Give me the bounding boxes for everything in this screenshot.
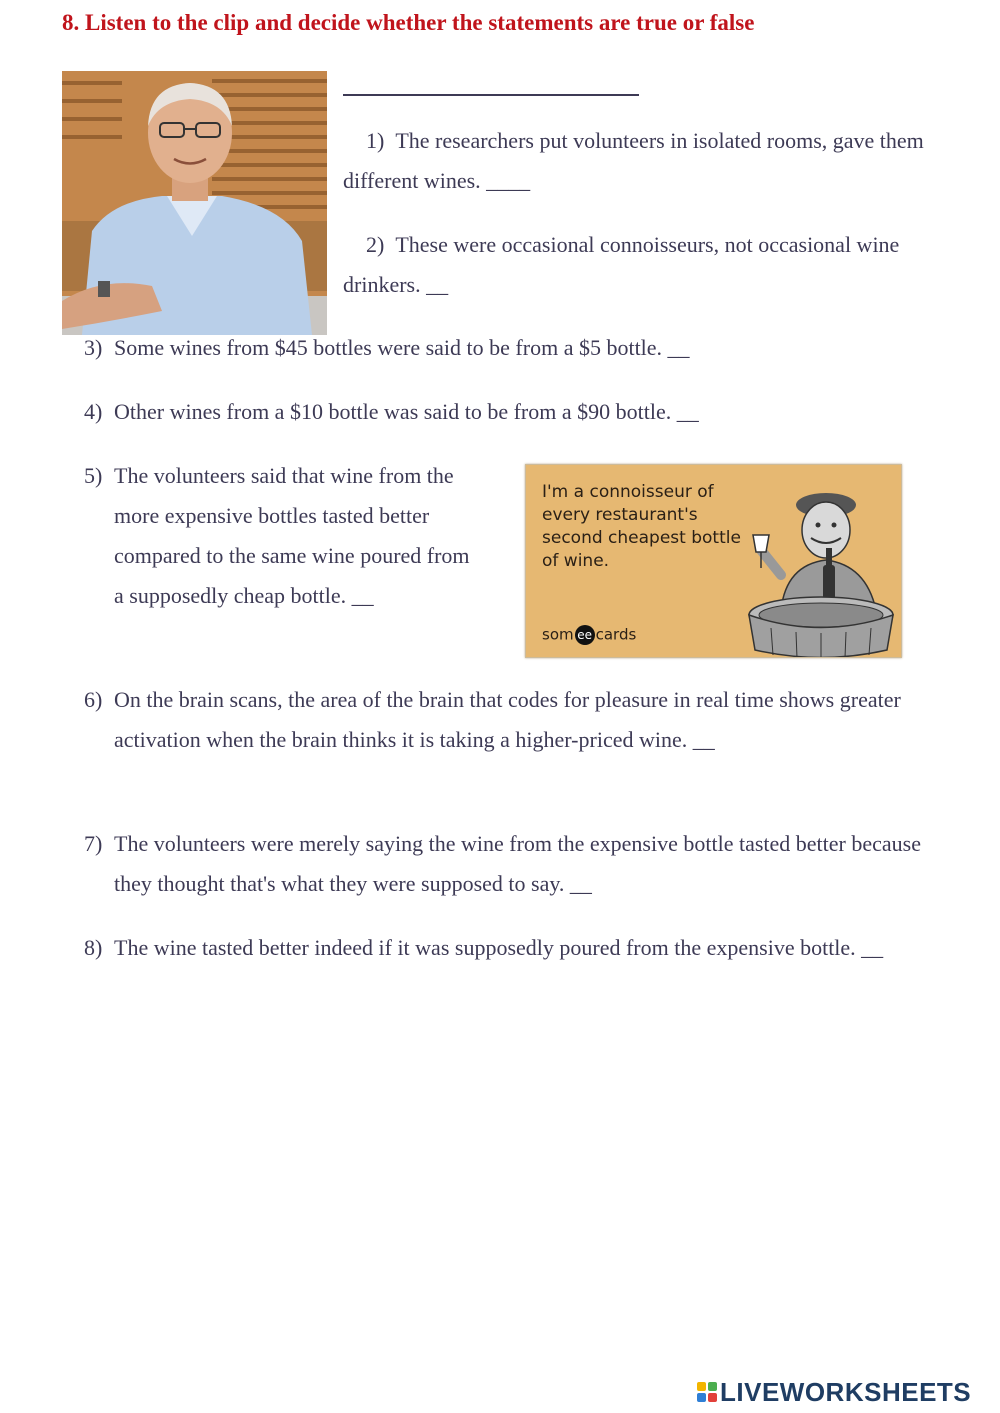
- question-number: 3): [84, 335, 103, 360]
- question-number: 6): [84, 687, 103, 712]
- question-text: Some wines from $45 bottles were said to be from a $5 bottle. __: [114, 335, 690, 360]
- man-photo: [62, 71, 327, 335]
- question-number: 7): [84, 831, 103, 856]
- someecards-logo: som ee cards: [542, 625, 637, 644]
- question-text: These were occasional connoisseurs, not occasional wine drinkers. __: [343, 232, 900, 297]
- question-number: 4): [84, 399, 103, 424]
- question-text: On the brain scans, the area of the brain that codes for pleasure in real time shows greater activation when the brain thinks it is taking a higher-priced wine. __: [114, 687, 901, 752]
- question-number: 5): [84, 463, 103, 488]
- question-6: [84, 680, 914, 760]
- ee-logo-icon: ee: [575, 625, 595, 645]
- question-text: The volunteers said that wine from the more expensive bottles tasted better compared to the same wine poured from a supposedly cheap bottle. __: [114, 463, 470, 608]
- question-4: [84, 392, 964, 432]
- question-number: 2): [366, 232, 385, 257]
- liveworksheets-text: LIVEWORKSHEETS: [720, 1376, 972, 1407]
- liveworksheets-grid-icon: [697, 1382, 717, 1402]
- question-number: 8): [84, 935, 103, 960]
- liveworksheets-logo[interactable]: [697, 1377, 971, 1407]
- question-3: [84, 328, 964, 368]
- answer-line[interactable]: [343, 94, 639, 96]
- question-text: The volunteers were merely saying the wine from the expensive bottle tasted better because they thought that's what they were supposed to say. __: [114, 831, 921, 896]
- wine-barrel-illustration: [741, 480, 901, 657]
- question-5: [84, 456, 484, 616]
- question-7: [84, 824, 924, 904]
- question-text: The wine tasted better indeed if it was supposedly poured from the expensive bottle. __: [114, 935, 884, 960]
- ecard-caption: I'm a connoisseur of every restaurant's second cheapest bottle of wine.: [542, 482, 741, 571]
- question-text: The researchers put volunteers in isolated rooms, gave them different wines. ____: [343, 128, 924, 193]
- page-title: 8. Listen to the clip and decide whether the statements are true or false: [62, 10, 755, 35]
- question-text: Other wines from a $10 bottle was said to be from a $90 bottle. __: [114, 399, 699, 424]
- someecards-image: [525, 464, 902, 658]
- question-number: 1): [366, 128, 385, 153]
- question-8: [84, 928, 934, 968]
- question-1: [343, 121, 943, 201]
- question-2: [343, 225, 943, 305]
